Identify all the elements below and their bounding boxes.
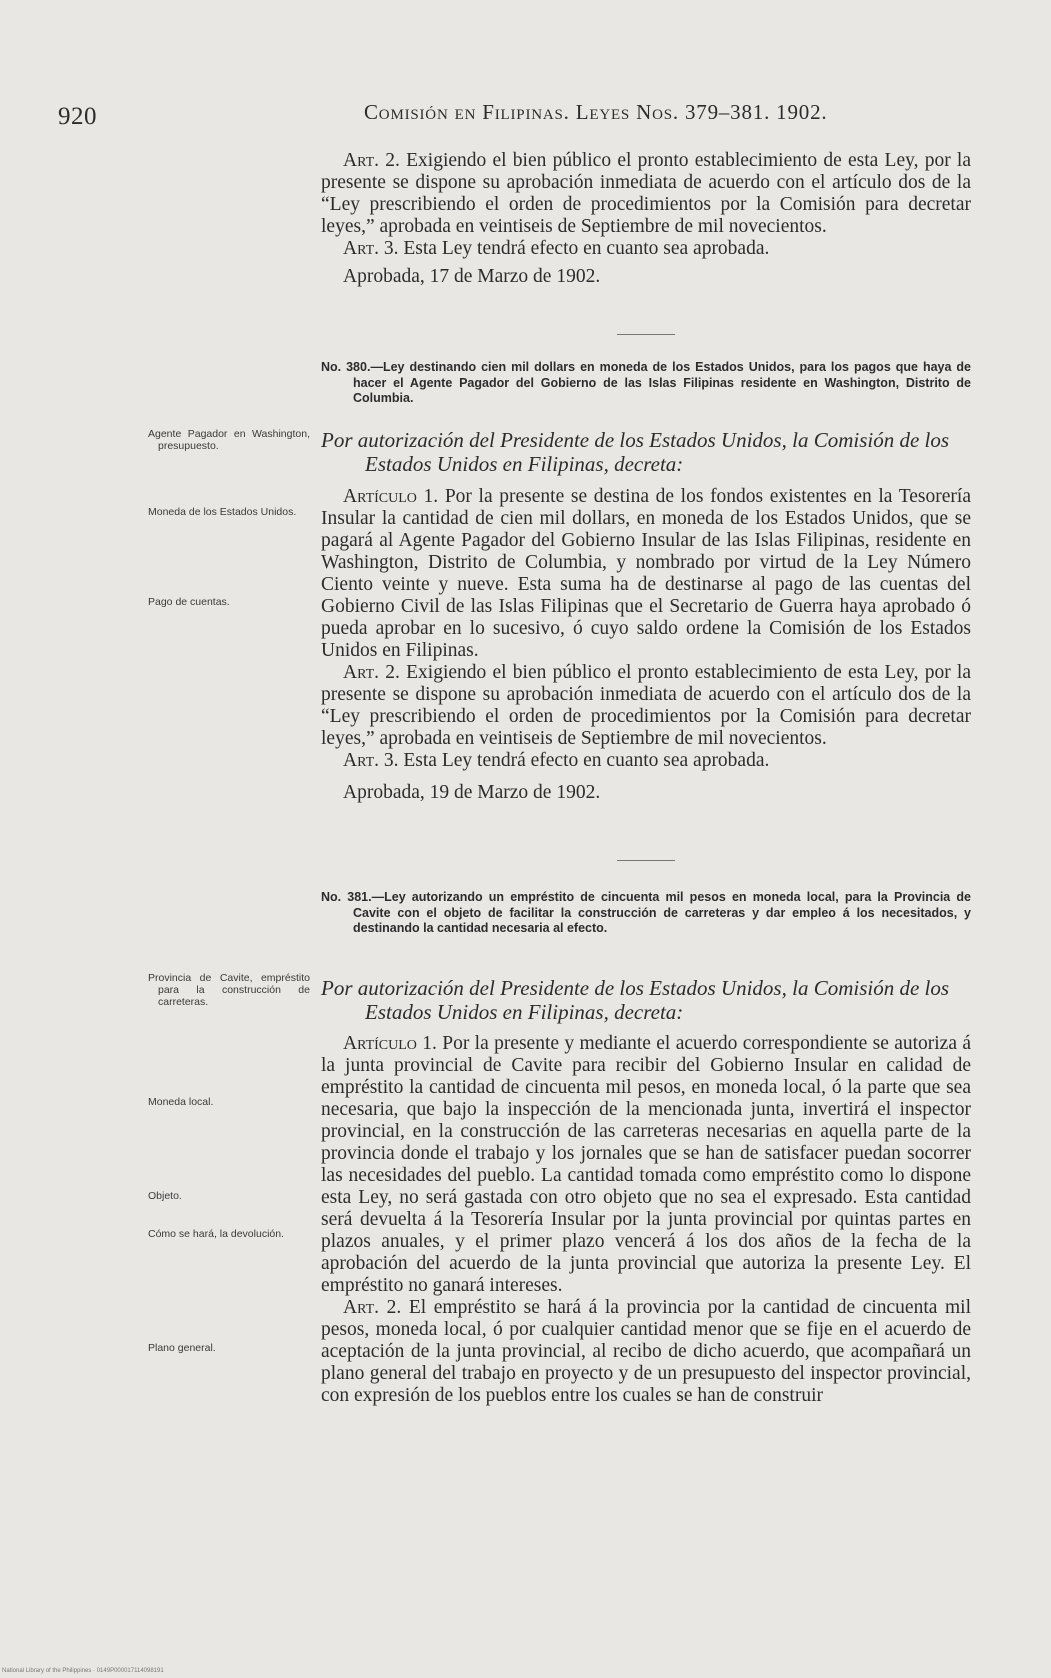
law-379-approved: Aprobada, 17 de Marzo de 1902. — [343, 266, 601, 287]
law-380-body — [321, 486, 971, 804]
margin-note-provincia-cavite — [148, 972, 310, 1008]
article-text: Exigiendo el bien público el pronto establecimiento de esta Ley, por la presente se dispone su aprobación inmediata de acuerdo con el artículo dos de la “Ley prescribiendo el orden de procedimientos por la Comisión para decretar leyes,” aprobada en veintiseis de Septiembre de mil novecientos. — [321, 150, 972, 237]
law-380-approved: Aprobada, 19 de Marzo de 1902. — [343, 782, 601, 803]
law-381-title: No. 381.—Ley autorizando un empréstito de cincuenta mil pesos en moneda local, para la Provincia de Cavite con el objeto de facilitar la construcción de carreteras y dar empleo á los necesitados, y destinando la cantidad necesaria al efecto. — [321, 890, 971, 935]
law-380-title: No. 380.—Ley destinando cien mil dollars en moneda de los Estados Unidos, para los pagos que haya de hacer el Agente Pagador del Gobierno de las Islas Filipinas residente en Washington, Distrito de Columbia. — [321, 360, 971, 405]
law-379-art-2 — [321, 150, 971, 238]
margin-note-text: Cómo se hará, la devolución. — [148, 1228, 284, 1240]
margin-note-text: Pago de cuentas. — [148, 596, 230, 608]
article-text: Esta Ley tendrá efecto en cuanto sea aprobada. — [403, 750, 770, 771]
scan-identifier: National Library of the Philippines · 0149P000017114098191 — [2, 1668, 164, 1674]
law-379-art-3 — [321, 238, 971, 260]
page-number: 920 — [58, 103, 97, 130]
margin-note-moneda-local — [148, 1096, 310, 1108]
article-label: Artículo 1. — [343, 486, 439, 507]
law-381-enacting-clause — [321, 976, 971, 1024]
article-text: Por la presente y mediante el acuerdo correspondiente se autoriza á la junta provincial de Cavite para recibir del Gobierno Insular en calidad de empréstito la cantidad de cincuenta mil pesos, en moneda local, ó la parte que sea necesaria, que bajo la inspección de la mencionada junta, invertirá el inspector provincial, en la construcción de las carreteras necesarias en aquella parte de la provincia donde el trabajo y los jornales que se han de satisfacer puedan socorrer las necesidades del pueblo. La cantidad tomada como empréstito como lo dispone esta Ley, no será gastada con otro objeto que no sea el expresado. Esta cantidad será devuelta á la Tesorería Insular por la junta provincial por quintas partes en plazos anuales, y el primer plazo vencerá á los dos años de la fecha de la aprobación del acuerdo de la junta provincial que autoriza la presente Ley. El empréstito no ganará intereses. — [321, 1033, 971, 1296]
article-text: Exigiendo el bien público el pronto establecimiento de esta Ley, por la presente se dispone su aprobación inmediata de acuerdo con el artículo dos de la “Ley prescribiendo el orden de procedimientos por la Comisión para decretar leyes,” aprobada en veintiseis de Septiembre de mil novecientos. — [321, 662, 972, 749]
article-label: Art. 2. — [343, 1297, 402, 1318]
article-label: Artículo 1. — [343, 1033, 437, 1054]
running-head: Comisión en Filipinas. Leyes Nos. 379–381. 1902. — [364, 100, 828, 124]
enacting-text: Por autorización del Presidente de los Estados Unidos, la Comisión de los Estados Unidos en Filipinas, decreta: — [321, 428, 950, 476]
margin-note-plano-general — [148, 1342, 310, 1354]
margin-note-text: Objeto. — [148, 1190, 182, 1202]
section-divider — [617, 334, 675, 335]
margin-note-text: Agente Pagador en Washington, presupuesto. — [148, 428, 310, 452]
article-label: Art. 3. — [343, 238, 399, 259]
law-381-body — [321, 1033, 971, 1407]
law-381-art-1 — [321, 1033, 971, 1297]
margin-note-text: Provincia de Cavite, empréstito para la construcción de carreteras. — [148, 972, 310, 1008]
law-380-heading — [321, 360, 971, 407]
article-label: Art. 2. — [343, 150, 400, 171]
margin-note-agente-pagador — [148, 428, 310, 452]
article-text: Por la presente se destina de los fondos existentes en la Tesorería Insular la cantidad de cien mil dollars, en moneda de los Estados Unidos, que se pagará al Agente Pagador del Gobierno Insular de las Islas Filipinas, residente en Washington, Distrito de Columbia, y nombrado por virtud de la Ley Número Ciento veinte y nueve. Esta suma ha de destinarse al pago de las cuentas del Gobierno Civil de las Islas Filipinas que el Secretario de Guerra haya aprobado ó pueda aprobar en lo sucesivo, ó cuyo saldo ordene la Comisión de los Estados Unidos en Filipinas. — [321, 486, 971, 661]
law-380-art-1 — [321, 486, 971, 662]
article-text: El empréstito se hará á la provincia por la cantidad de cincuenta mil pesos, moneda local, ó por cualquier cantidad menor que se fije en el acuerdo de aceptación de la junta provincial, al recibo de dicho acuerdo, que acompañará un plano general del trabajo en proyecto y de un presupuesto del inspector provincial, con expresión de los pueblos entre los cuales se han de construir — [321, 1297, 971, 1406]
section-divider — [617, 860, 675, 861]
enacting-text: Por autorización del Presidente de los Estados Unidos, la Comisión de los Estados Unidos en Filipinas, decreta: — [321, 976, 950, 1024]
law-379-end — [321, 150, 971, 288]
margin-note-text: Moneda de los Estados Unidos. — [148, 506, 297, 518]
article-label: Art. 2. — [343, 662, 400, 683]
law-380-art-2 — [321, 662, 971, 750]
law-381-heading — [321, 890, 971, 937]
margin-note-objeto — [148, 1190, 310, 1202]
law-380-art-3 — [321, 750, 971, 772]
margin-note-text: Moneda local. — [148, 1096, 214, 1108]
law-380-enacting-clause — [321, 428, 971, 476]
margin-note-pago-cuentas — [148, 596, 310, 608]
article-text: Esta Ley tendrá efecto en cuanto sea aprobada. — [403, 238, 770, 259]
margin-note-text: Plano general. — [148, 1342, 216, 1354]
margin-note-devolucion — [148, 1228, 310, 1240]
law-381-art-2 — [321, 1297, 971, 1407]
margin-note-moneda — [148, 506, 310, 518]
article-label: Art. 3. — [343, 750, 399, 771]
